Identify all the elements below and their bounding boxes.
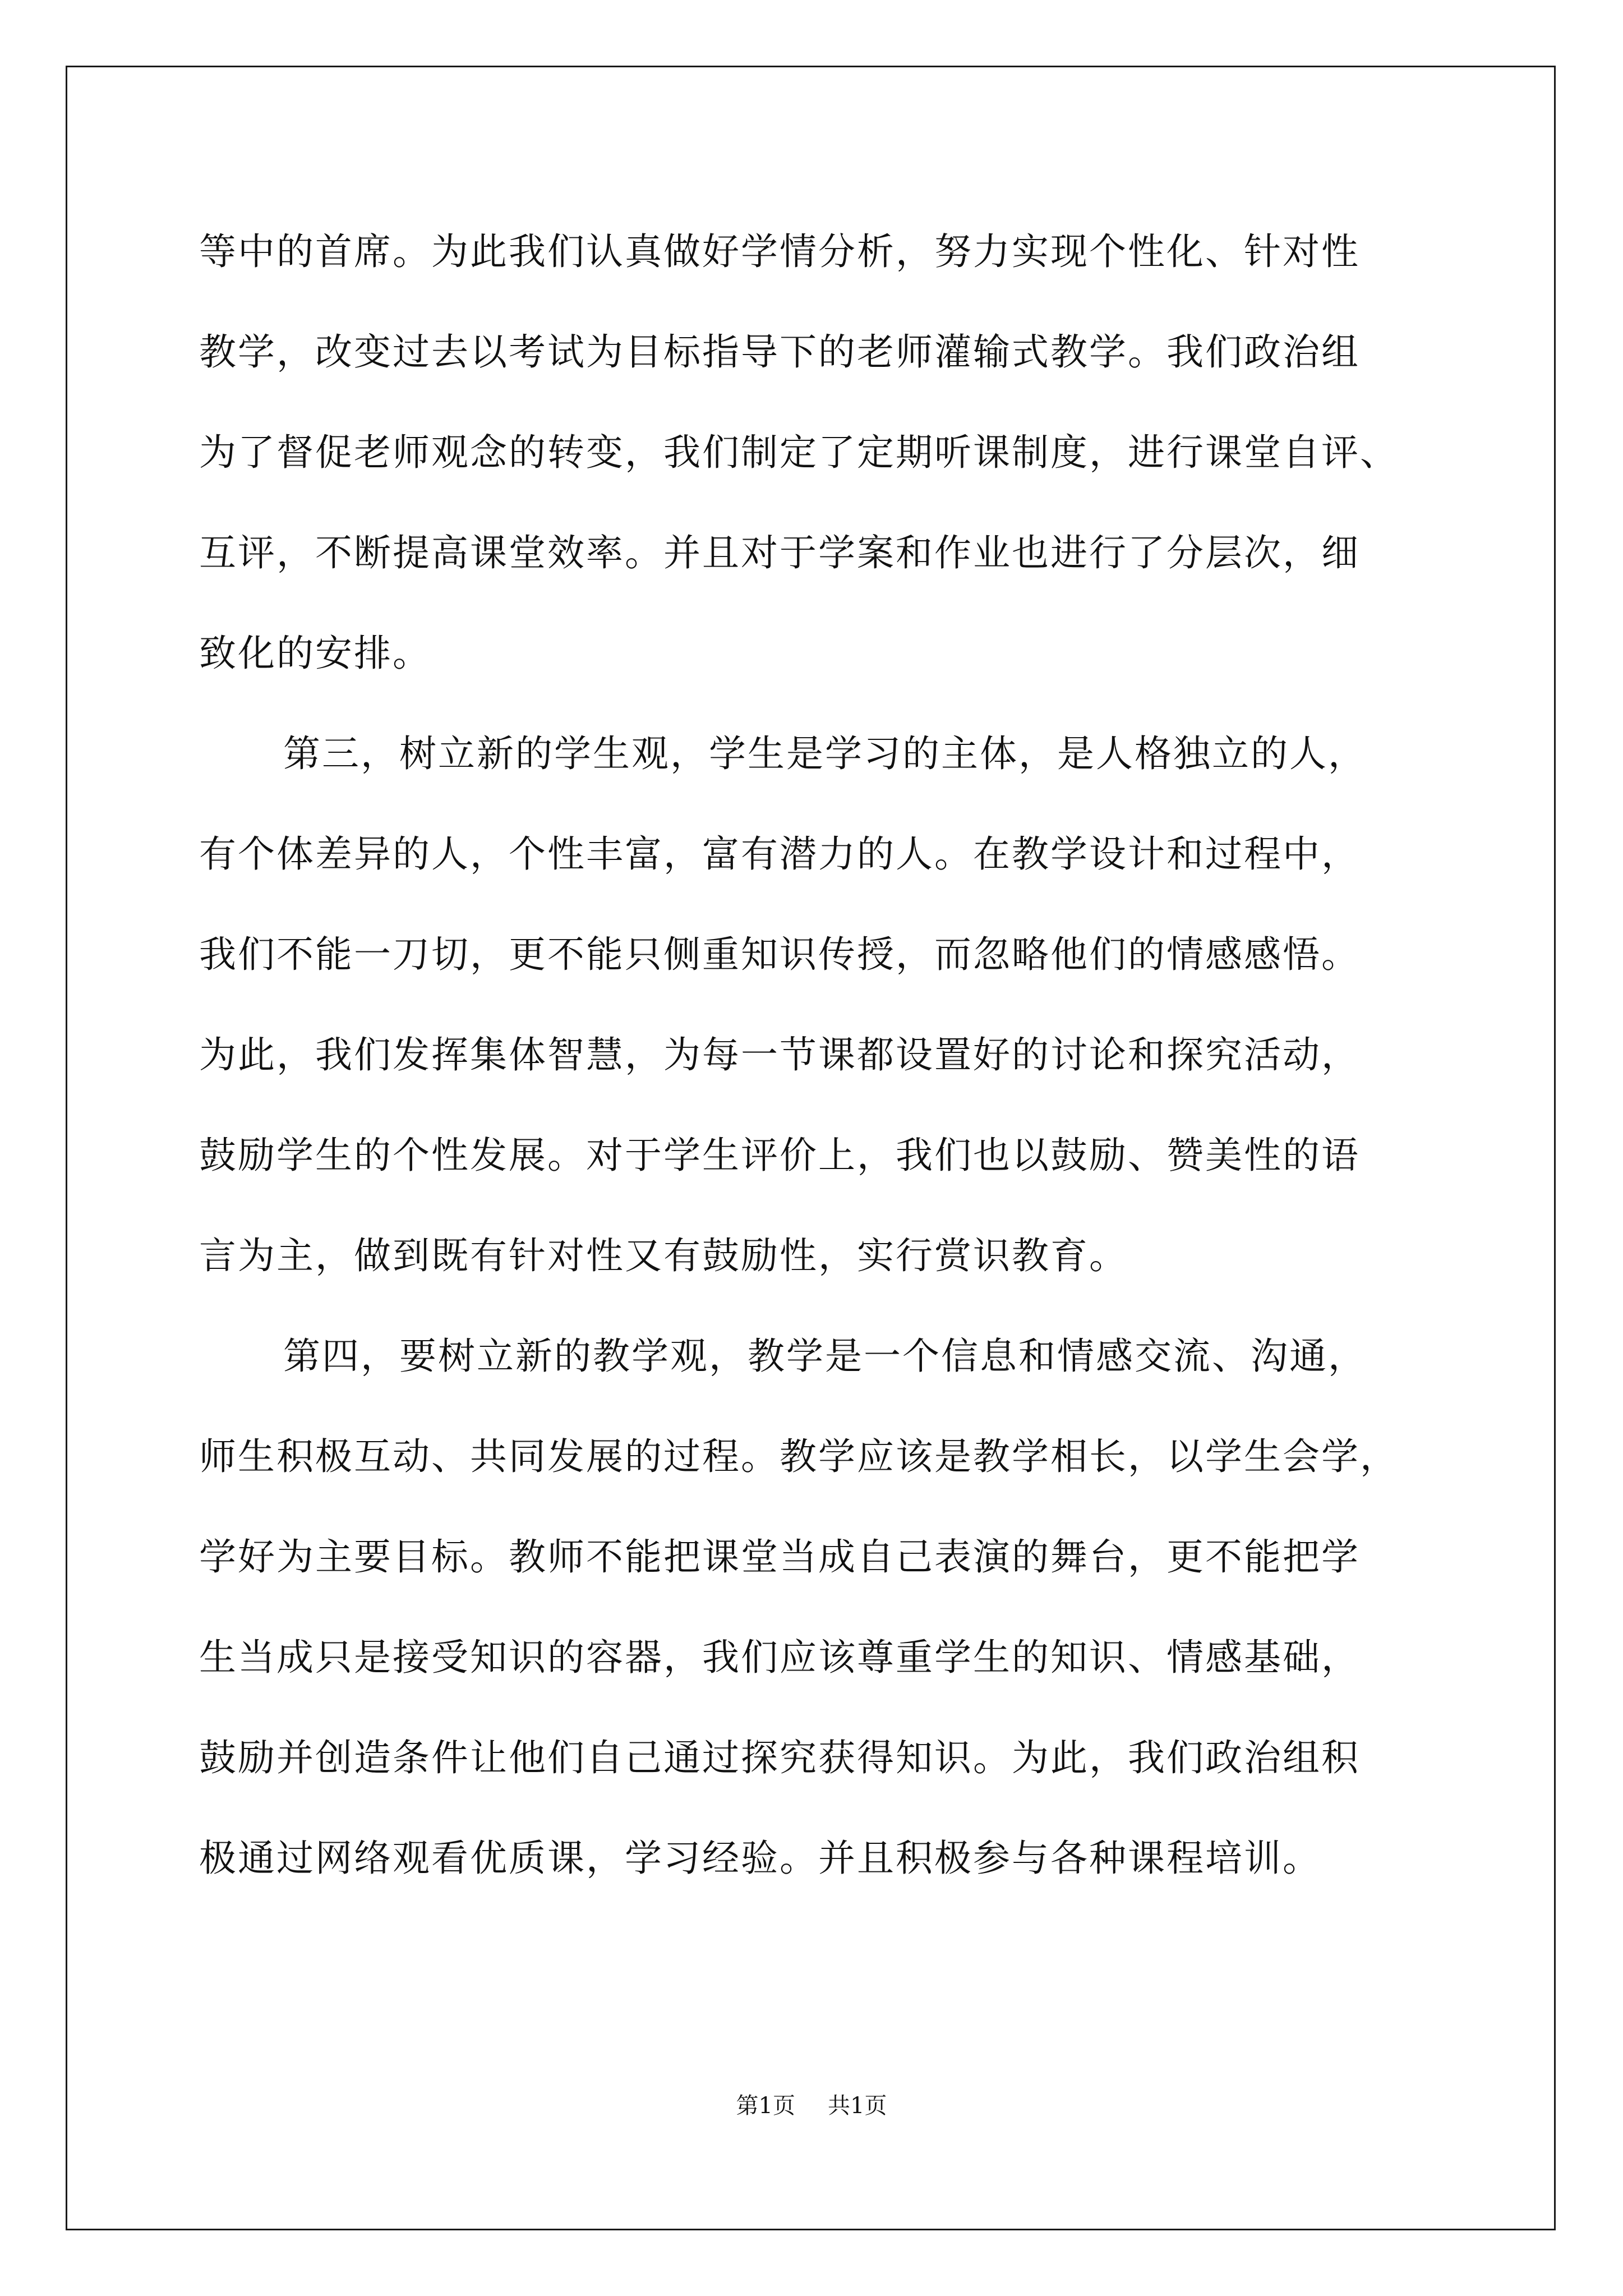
paragraph-start-line: 第三，树立新的学生观，学生是学习的主体，是人格独立的人， [283,732,1367,775]
text-line: 致化的安排。 [199,632,431,675]
text-line: 等中的首席。为此我们认真做好学情分析，努力实现个性化、针对性 [199,230,1360,273]
text-line: 我们不能一刀切，更不能只侧重知识传授，而忽略他们的情感感悟。 [199,933,1360,976]
text-line: 有个体差异的人，个性丰富，富有潜力的人。在教学设计和过程中， [199,832,1360,876]
text-line: 学好为主要目标。教师不能把课堂当成自己表演的舞台，更不能把学 [199,1535,1360,1579]
page-total: 共1页 [828,2093,887,2119]
paragraph-start-line: 第四，要树立新的教学观，教学是一个信息和情感交流、沟通， [283,1335,1367,1378]
document-body [199,218,1433,1925]
page-footer [0,2088,1623,2120]
text-line: 极通过网络观看优质课，学习经验。并且积极参与各种课程培训。 [199,1837,1321,1880]
text-line: 为了督促老师观念的转变，我们制定了定期听课制度，进行课堂自评、 [199,431,1399,474]
text-line: 生当成只是接受知识的容器，我们应该尊重学生的知识、情感基础， [199,1636,1360,1679]
text-line: 教学，改变过去以考试为目标指导下的老师灌输式教学。我们政治组 [199,330,1360,374]
text-line: 言为主，做到既有针对性又有鼓励性，实行赏识教育。 [199,1234,1128,1277]
page-number: 第1页 [736,2093,795,2119]
text-line: 鼓励并创造条件让他们自己通过探究获得知识。为此，我们政治组积 [199,1736,1360,1779]
text-line: 师生积极互动、共同发展的过程。教学应该是教学相长，以学生会学， [199,1435,1399,1478]
text-line: 鼓励学生的个性发展。对于学生评价上，我们也以鼓励、赞美性的语 [199,1134,1360,1177]
text-line: 为此，我们发挥集体智慧，为每一节课都设置好的讨论和探究活动， [199,1033,1360,1076]
text-line: 互评，不断提高课堂效率。并且对于学案和作业也进行了分层次，细 [199,531,1360,574]
